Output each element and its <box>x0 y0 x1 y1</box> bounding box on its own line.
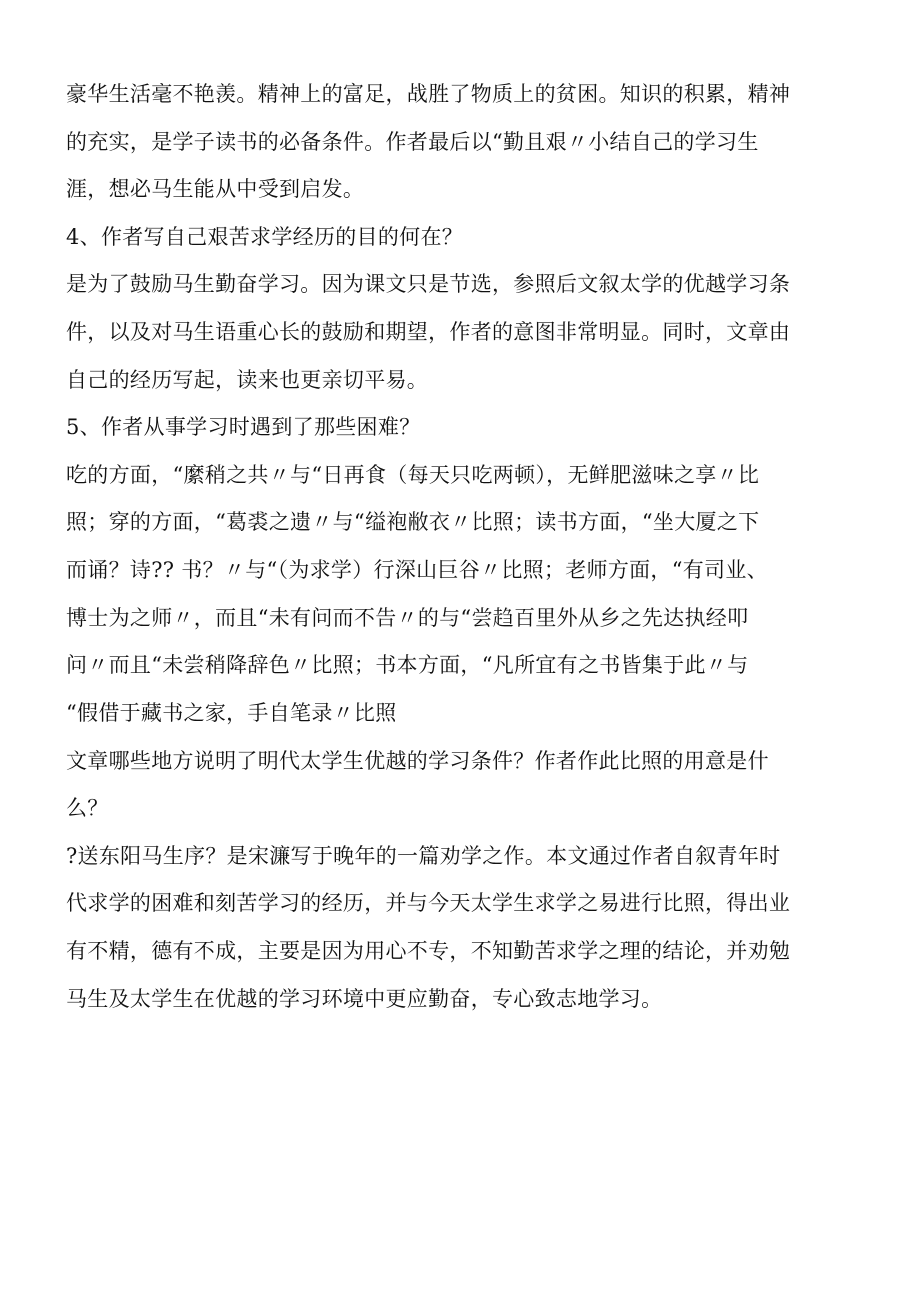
question-heading: 5、作者从事学习时遇到了那些困难？ <box>66 415 421 439</box>
text-line: 而诵？诗?? 书？〃与“（为求学）行深山巨谷〃比照；老师方面，“有司业、 <box>66 558 768 582</box>
text-line: 马生及太学生在优越的学习环境中更应勤奋，专心致志地学习。 <box>66 987 663 1011</box>
text-line: 自己的经历写起，读来也更亲切平易。 <box>66 368 429 392</box>
text-line: 代求学的困难和刻苦学习的经历，并与今天太学生求学之易进行比照，得出业 <box>66 891 791 915</box>
text-line: 涯，想必马生能从中受到启发。 <box>66 177 365 201</box>
text-line: 问〃而且“未尝稍降辞色〃比照；书本方面，“凡所宜有之书皆集于此〃与 <box>66 653 749 677</box>
text-line: 有不精，德有不成，主要是因为用心不专，不知勤苦求学之理的结论，并劝勉 <box>66 939 791 963</box>
text-line: ?送东阳马生序？是宋濂写于晚年的一篇劝学之作。本文通过作者自叙青年时 <box>66 844 781 868</box>
text-line: 照；穿的方面，“葛裘之遗〃与“缢袍敝衣〃比照；读书方面，“坐大厦之下 <box>66 510 760 534</box>
text-line: 博士为之师〃，而且“未有问而不告〃的与“尝趋百里外从乡之先达执经叩 <box>66 606 749 630</box>
question-heading: 4、作者写自己艰苦求学经历的目的何在？ <box>66 225 464 249</box>
text-line: “假借于藏书之家，手自笔录〃比照 <box>66 701 397 725</box>
text-line: 件，以及对马生语重心长的鼓励和期望，作者的意图非常明显。同时，文章由 <box>66 320 791 344</box>
text-line: 文章哪些地方说明了明代太学生优越的学习条件？作者作此比照的用意是什 <box>66 749 769 773</box>
text-line: 的充实，是学子读书的必备条件。作者最后以“勤且艰〃小结自己的学习生 <box>66 130 759 154</box>
text-line: 是为了鼓励马生勤奋学习。因为课文只是节选，参照后文叙太学的优越学习条 <box>66 272 791 296</box>
text-line: 吃的方面，“縻稍之共〃与“日再食（每天只吃两顿），无鲜肥滋味之享〃比 <box>66 463 760 487</box>
text-line: 么？ <box>66 796 109 820</box>
text-line: 豪华生活毫不艳羡。精神上的富足，战胜了物质上的贫困。知识的积累，精神 <box>66 82 791 106</box>
